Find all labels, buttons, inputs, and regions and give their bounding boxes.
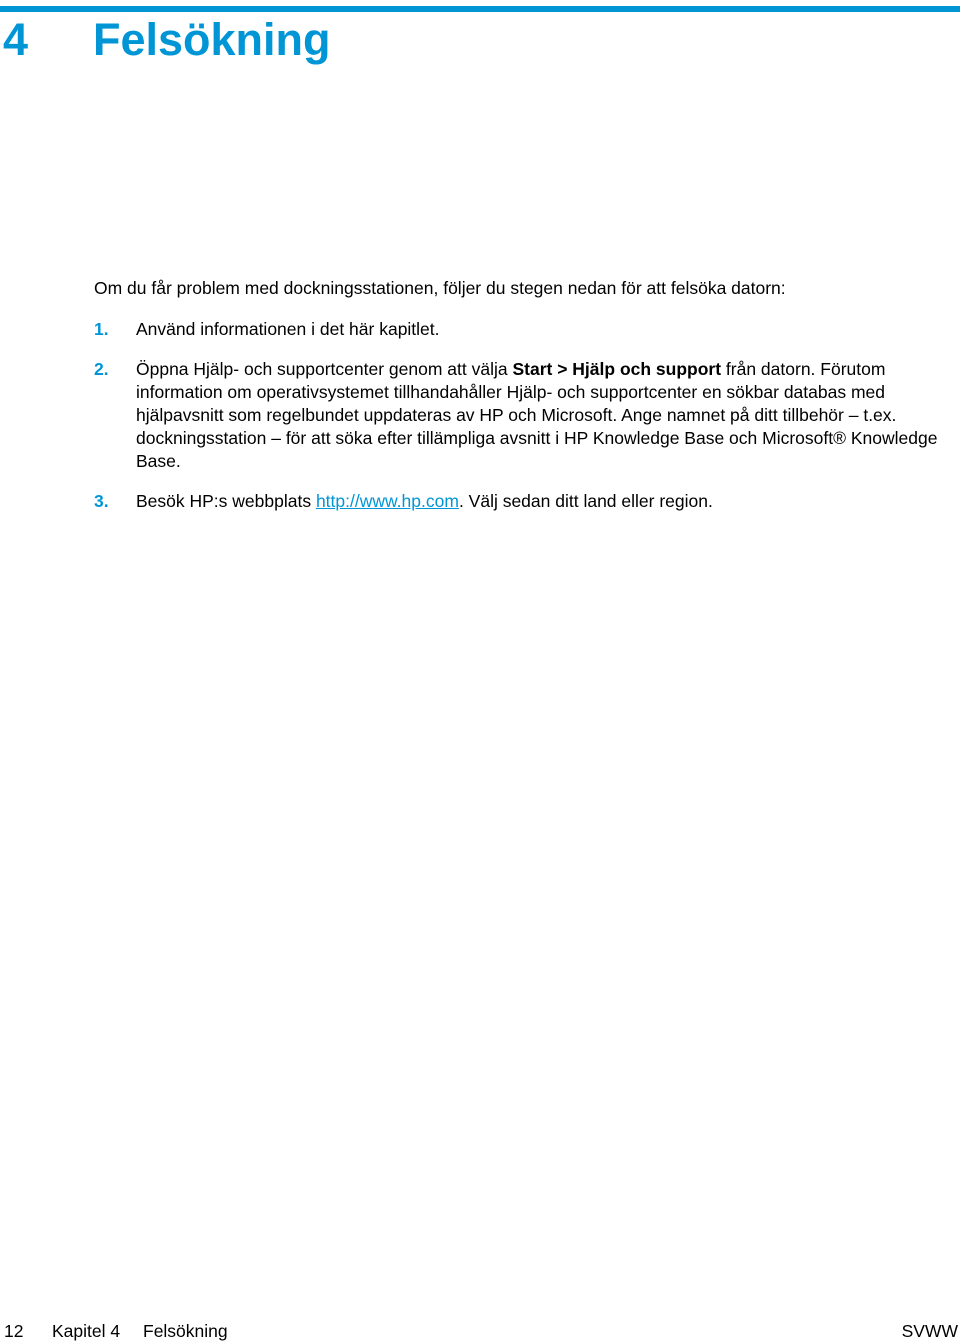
list-item — [94, 358, 960, 473]
chapter-heading — [3, 14, 331, 66]
menu-path-help-support: Hjälp och support — [572, 359, 722, 379]
page-footer — [0, 1320, 960, 1343]
footer-doc-code: SVWW — [901, 1321, 958, 1341]
step-text-tail: . Välj sedan ditt land eller region. — [458, 491, 713, 511]
step-number: 2. — [94, 359, 109, 379]
chapter-number: 4 — [3, 14, 29, 65]
step-text-lead: Besök HP:s webbplats — [136, 491, 316, 511]
footer-chapter-title: Felsökning — [143, 1321, 228, 1341]
step-number: 3. — [94, 491, 109, 511]
chapter-title: Felsökning — [93, 14, 331, 65]
menu-path-start: Start — [512, 359, 553, 379]
menu-path-separator: > — [552, 359, 573, 379]
footer-chapter-label: Kapitel 4 — [52, 1321, 121, 1341]
step-number: 1. — [94, 319, 109, 339]
step-text-body: från datorn. Förutom information om operativsystemet tillhandahåller Hjälp- och supportcenter en sökbar databas med hjälpavsnitt som regelbundet uppdateras av HP och Microsoft. Ange namnet på ditt tillbehör – t.ex. dockningsstation – för att söka efter tillämpliga avsnitt i HP Knowledge Base och Microsoft® Knowledge Base. — [136, 359, 938, 471]
hp-website-link[interactable]: http://www.hp.com — [315, 491, 459, 511]
list-item — [94, 318, 960, 341]
intro-paragraph: Om du får problem med dockningsstationen, följer du stegen nedan för att felsöka datorn: — [94, 278, 786, 298]
page-number: 12 — [4, 1321, 24, 1341]
header-rule — [0, 6, 960, 12]
step-text-lead: Öppna Hjälp- och supportcenter genom att välja — [136, 359, 513, 379]
list-item — [94, 490, 960, 513]
step-text: Använd informationen i det här kapitlet. — [136, 319, 440, 339]
troubleshooting-steps — [94, 318, 960, 530]
